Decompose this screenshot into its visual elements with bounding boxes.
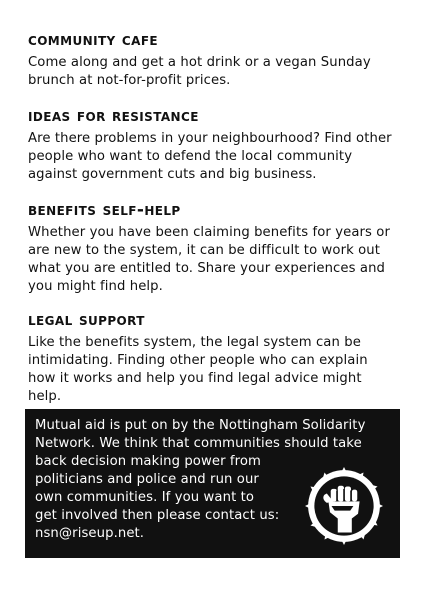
section-body: Come along and get a hot drink or a vegan Sunday brunch at not-for-profit prices. [28,55,371,88]
contact-email[interactable]: nsn@riseup.net. [35,526,145,541]
section-heading: ideas for resistance [28,106,199,126]
footer-line: Network. We think that communities should take [35,436,362,451]
footer-line: politicians and police and run our [35,472,259,487]
section-body: Are there problems in your neighbourhood? Find other people who want to defend the local community against government cuts and big business. [28,131,392,182]
raised-fist-circle-icon [305,467,383,545]
section-body: Like the benefits system, the legal system can be intimidating. Finding other people who can explain how it works and help you find legal advice might help. [28,335,368,404]
section-heading: benefits self-help [28,200,181,220]
section-body: Whether you have been claiming benefits for years or are new to the system, it can be difficult to work out what you are entitled to. Share your experiences and you might find help. [28,225,390,294]
footer-line: back decision making power from [35,454,261,469]
footer-line: get involved then please contact us: [35,508,280,523]
footer-line: Mutual aid is put on by the Nottingham Solidarity [35,418,366,433]
section-heading: legal support [28,310,145,330]
section-legal-support [28,310,398,406]
section-community-cafe [28,30,398,90]
section-ideas-for-resistance [28,106,398,184]
section-benefits-self-help [28,200,398,296]
footer-info-box [25,409,400,558]
section-heading: community cafe [28,30,159,50]
footer-line: own communities. If you want to [35,490,255,505]
